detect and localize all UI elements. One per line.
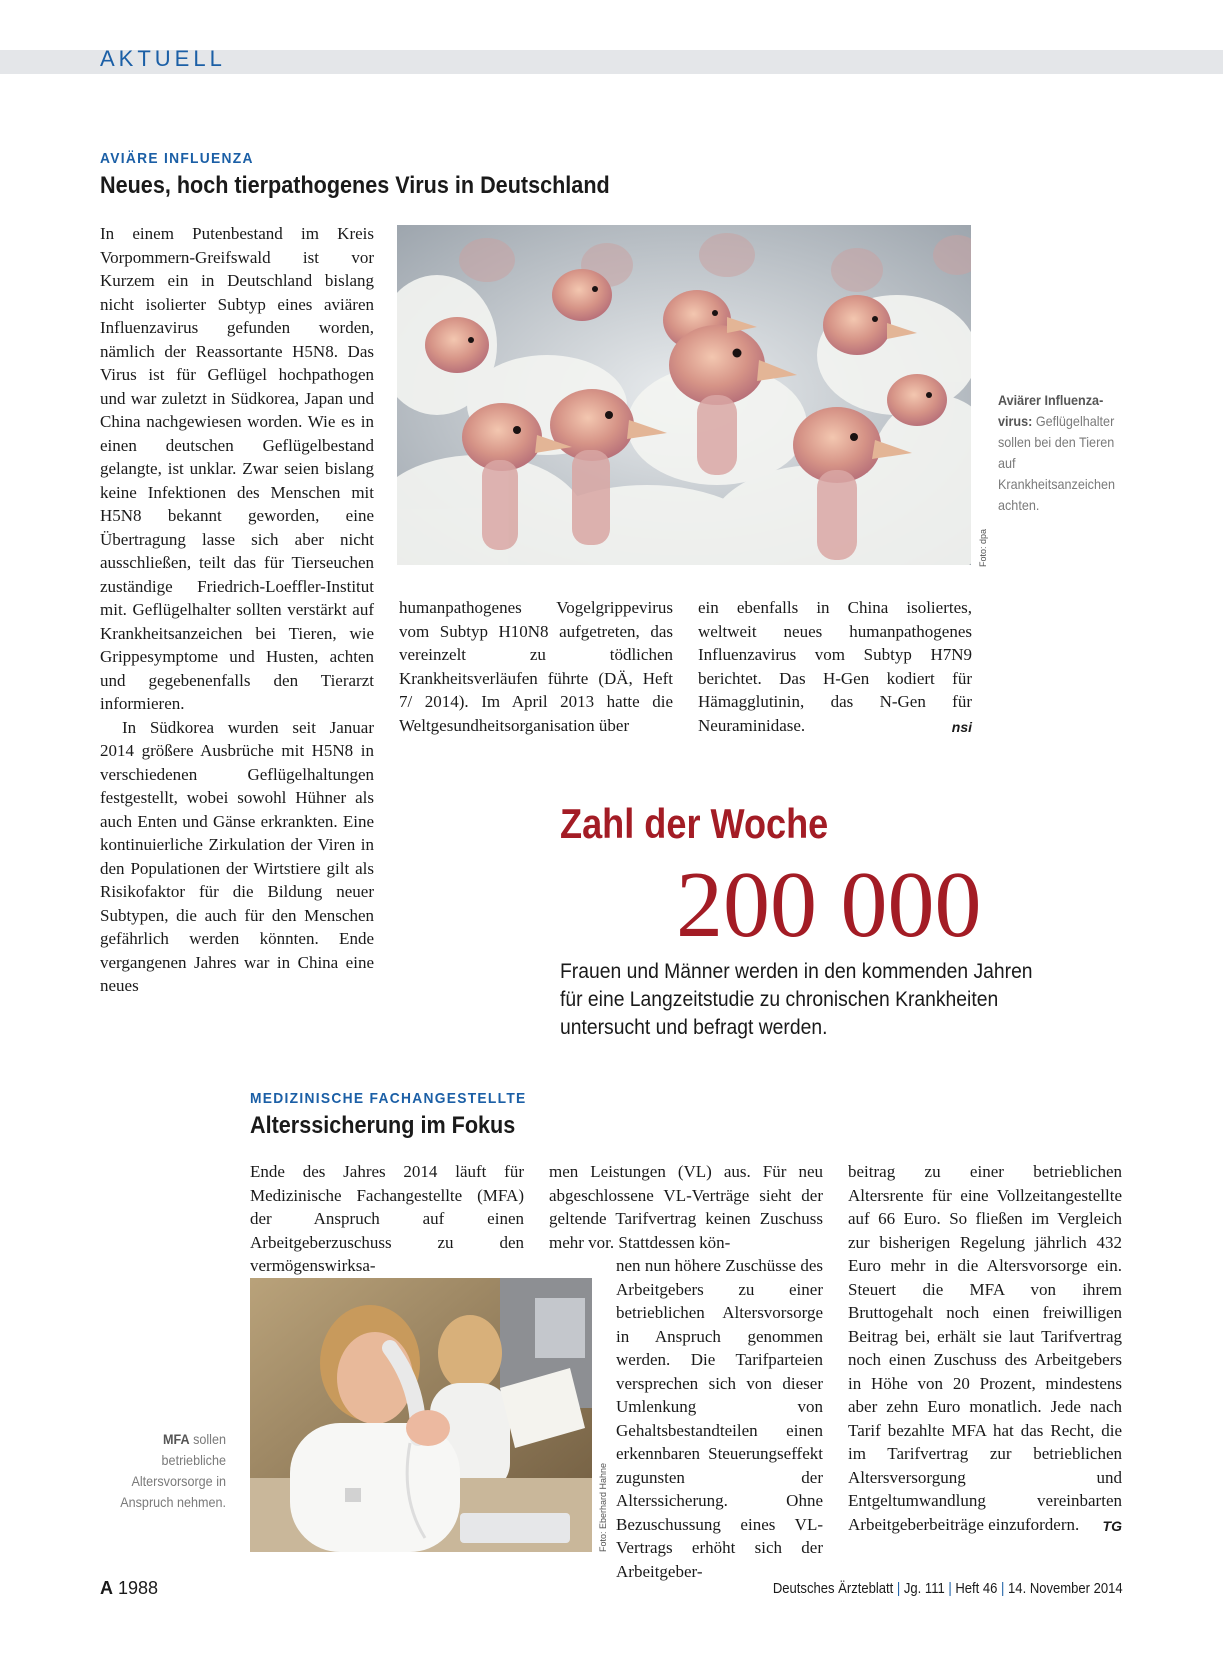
article2-headline: Alterssicherung im Fokus — [250, 1112, 516, 1139]
article2-photo-credit: Foto: Eberhard Hahne — [598, 1462, 608, 1552]
article2-column-2-bottom — [616, 1254, 823, 1583]
article1-headline: Neues, hoch tierpathogenes Virus in Deutschland — [100, 172, 610, 199]
article1-column-3 — [698, 596, 972, 739]
zahl-der-woche-title: Zahl der Woche — [560, 800, 829, 847]
article2-caption-bold: MFA — [162, 1431, 190, 1447]
article1-caption-bold: Aviärer Influenza-virus: — [998, 392, 1104, 429]
mfa-photo — [250, 1278, 592, 1552]
article1-signature: nsi — [951, 718, 972, 735]
turkey-photo — [397, 225, 971, 565]
journal-info — [773, 1581, 1123, 1597]
article2-paragraph-4-text: beitrag zu einer betrieblichen Altersrente für eine Vollzeitangestellte auf 66 Euro. So fließen im Vergleich zur bisherigen Regelung jährlich 432 Euro mehr in die Altersvorsorge ein. Steuert die MFA von ihrem Bruttogehalt noch einen freiwilligen Beitrag bei, erhält sie laut Tarifvertrag noch einen Zuschuss des Arbeitgebers in Höhe von 20 Prozent, mindestens aber zehn Euro monatlich. Jede nach Tarif bezahlte MFA hat das Recht, die im Tarifvertrag zur betrieblichen Altersversorgung und Entgeltumwandlung vereinbarten Arbeitgeberbeiträge einzufordern. — [848, 1162, 1122, 1534]
article2-signature: TG — [1102, 1517, 1122, 1534]
article1-caption — [998, 390, 1115, 516]
article1-paragraph-3: humanpathogenes Vogelgrippevirus vom Subtyp H10N8 aufgetreten, das vereinzelt zu tödlichen Krankheitsverläufen führte (DÄ, Heft 7/ 2014). Im April 2013 hatte die Weltgesundheitsorganisation über — [399, 598, 673, 735]
article2-column-2-top — [549, 1160, 823, 1254]
zahl-der-woche-text: Frauen und Männer werden in den kommenden Jahren für eine Langzeitstudie zu chronischen Krankheiten untersucht und befragt werden. — [560, 960, 1033, 1039]
page-number — [100, 1578, 158, 1599]
journal-issue: Heft 46 — [955, 1581, 998, 1597]
article1-paragraph-4-text: ein ebenfalls in China isoliertes, weltweit neues humanpathogenes Influenzavirus vom Subtyp H7N9 berichtet. Das H-Gen kodiert für Hämagglutinin, das N-Gen für Neuraminidase. — [698, 598, 972, 735]
mfa-photo-image — [250, 1278, 592, 1552]
article2-column-3 — [848, 1160, 1122, 1538]
journal-date: 14. November 2014 — [1008, 1581, 1123, 1597]
separator: | — [1001, 1581, 1005, 1597]
article2-kicker: MEDIZINISCHE FACHANGESTELLTE — [250, 1090, 527, 1107]
article2-paragraph-2: men Leistungen (VL) aus. Für neu abgeschlossene VL-Verträge sieht der geltende Tarifvertrag keinen Zuschuss mehr vor. Stattdessen kön- — [549, 1162, 823, 1252]
page-prefix: A — [100, 1578, 113, 1598]
turkey-photo-image — [397, 225, 971, 565]
article2-column-1 — [250, 1160, 524, 1278]
article2-caption-text: sollen betriebliche Altersvorsorge in Anspruch nehmen. — [120, 1431, 226, 1510]
article1-column-2 — [399, 596, 673, 737]
article2-paragraph-4 — [848, 1160, 1122, 1536]
article2-paragraph-1: Ende des Jahres 2014 läuft für Medizinische Fachangestellte (MFA) der Anspruch auf einen Arbeitgeberzuschuss zu den vermögenswirksa- — [250, 1162, 524, 1275]
article2-paragraph-3: nen nun höhere Zuschüsse des Arbeitgebers zu einer betrieblichen Altersvorsorge in Anspruch genommen werden. Die Tarifparteien versprechen sich von dieser Umlenkung von Gehaltsbestandteilen einen erkennbaren Steuerungseffekt zugunsten der Alterssicherung. Ohne Bezuschussung eines VL-Vertrags erhöht sich der Arbeitgeber- — [616, 1256, 823, 1581]
article1-caption-text: Geflügelhalter sollen bei den Tieren auf Krankheitsanzeichen achten. — [998, 413, 1115, 513]
separator: | — [948, 1581, 953, 1597]
article1-photo-credit: Foto: dpa — [978, 528, 988, 567]
separator: | — [897, 1581, 901, 1597]
article1-paragraph-2: In Südkorea wurden seit Januar 2014 größere Ausbrüche mit H5N8 in verschiedenen Geflügelhaltungen festgestellt, wobei sowohl Hühner als auch Enten und Gänse erkrankten. Eine kontinuierliche Zirkulation der Viren in den Populationen der Wirtstiere gilt als Risikofaktor für die Bildung neuer Subtypen, die auch für den Menschen gefährlich werden könnten. Ende vergangenen Jahres war in China eine neues — [100, 717, 374, 995]
article2-caption — [109, 1429, 226, 1513]
article1-paragraph-4 — [698, 596, 972, 737]
journal-volume: Jg. 111 — [904, 1581, 946, 1597]
article1-column-1 — [100, 222, 374, 998]
article1-kicker: AVIÄRE INFLUENZA — [100, 150, 254, 167]
section-label: AKTUELL — [100, 46, 226, 71]
article1-paragraph-1: In einem Putenbestand im Kreis Vorpommern-Greifswald ist vor Kurzem ein in Deutschland bislang nicht isolierter Subtyp eines aviären Influenzavirus gefunden worden, nämlich der Reassortante H5N8. Das Virus ist für Geflügel hochpathogen und war zuletzt in Südkorea, Japan und China nachgewiesen worden. Wie es in einen deutschen Geflügelbestand gelangte, ist unklar. Zwar seien bislang keine Infektionen des Menschen mit H5N8 bekannt geworden, eine Übertragung lasse sich aber nicht ausschließen, teilt das für Tierseuchen zuständige Friedrich-Loeffler-Institut mit. Geflügelhalter sollten verstärkt auf Krankheitsanzeichen bei Tieren, wie Grippesymptome und Husten, achten und gegebenenfalls den Tierarzt informieren. — [100, 224, 374, 713]
journal-name: Deutsches Ärzteblatt — [773, 1581, 894, 1597]
page-number-value: 1988 — [118, 1578, 159, 1598]
zahl-der-woche-number: 200 000 — [676, 853, 982, 957]
